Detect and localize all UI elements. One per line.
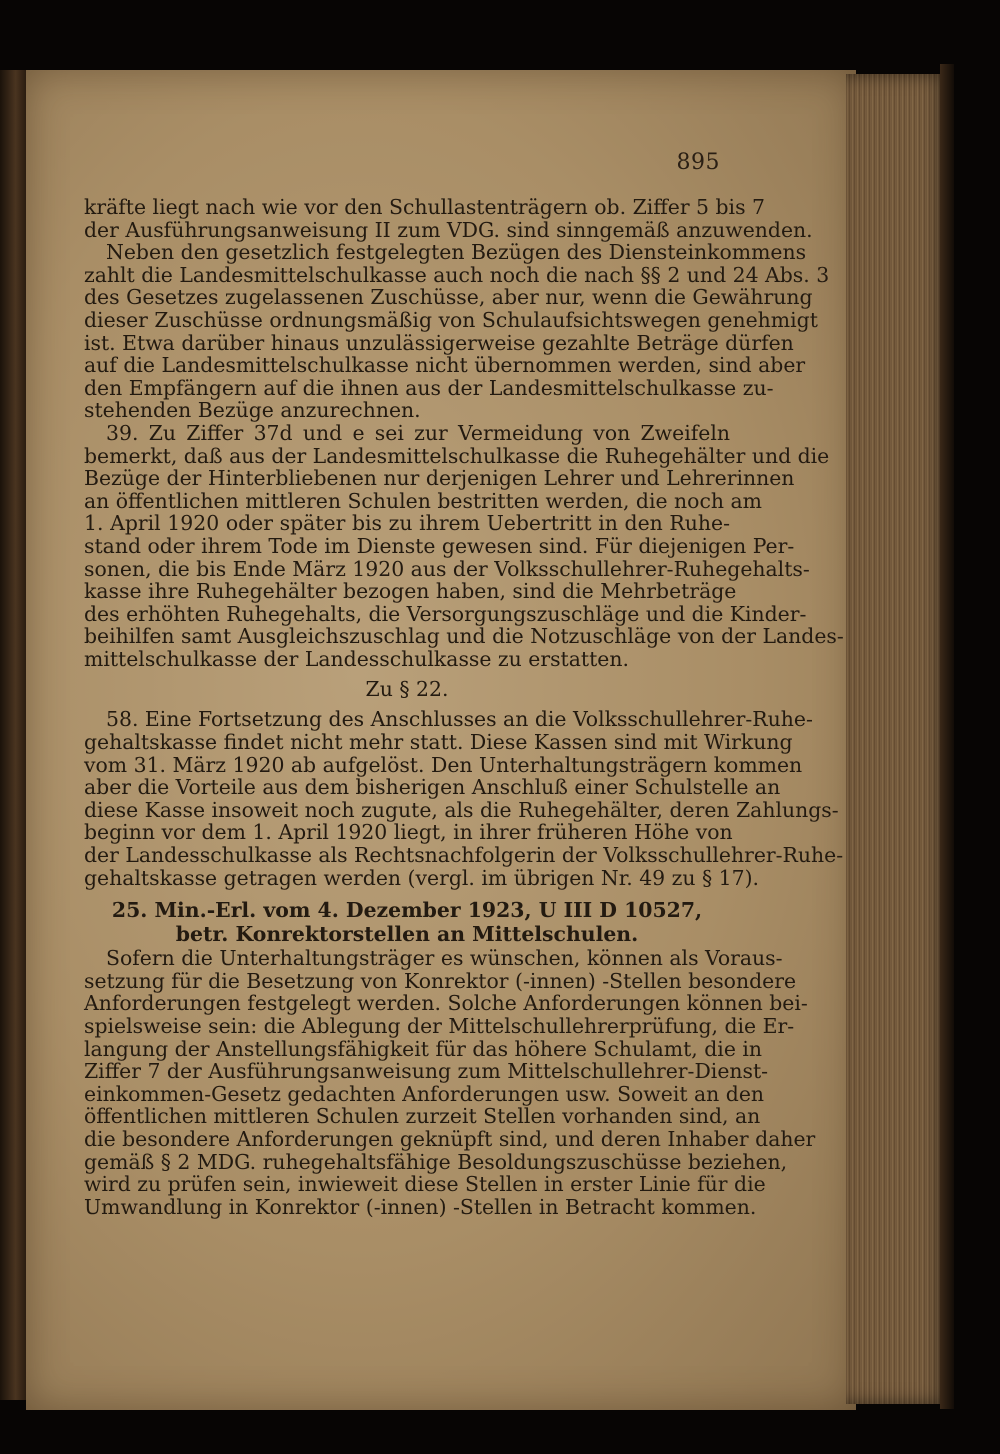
text-line: wird zu prüfen sein, inwieweit diese Stellen in erster Linie für die: [84, 1172, 766, 1197]
text-line: Ziffer 7 der Ausführungsanweisung zum Mittelschullehrer-Dienst-: [84, 1059, 769, 1084]
paragraph-39: [84, 420, 844, 671]
text-line: setzung für die Besetzung von Konrektor (-innen) -Stellen besondere: [84, 968, 797, 993]
text-line: der Landesschulkasse als Rechtsnachfolgerin der Volksschullehrer-Ruhe-: [84, 843, 844, 868]
text-line: Anforderungen festgelegt werden. Solche Anforderungen können bei-: [84, 991, 808, 1016]
text-line: beginn vor dem 1. April 1920 liegt, in ihrer früheren Höhe von: [84, 820, 733, 845]
text-line: die besondere Anforderungen geknüpft sind, und deren Inhaber daher: [84, 1126, 816, 1151]
text-line: Sofern die Unterhaltungsträger es wünschen, können als Voraus-: [106, 946, 783, 971]
text-line: bemerkt, daß aus der Landesmittelschulkasse die Ruhegehälter und die: [84, 443, 830, 468]
text-line: zahlt die Landesmittelschulkasse auch noch die nach §§ 2 und 24 Abs. 3: [84, 262, 830, 287]
text-line: diese Kasse insoweit noch zugute, als die Ruhegehälter, deren Zahlungs-: [84, 797, 839, 822]
text-line: gehaltskasse getragen werden (vergl. im übrigen Nr. 49 zu § 17).: [84, 865, 760, 890]
text-line: 39. Zu Ziffer 37d und e sei zur Vermeidung von Zweifeln: [106, 420, 730, 445]
text-line: Neben den gesetzlich festgelegten Bezügen des Diensteinkommens: [106, 240, 807, 265]
text-line: 58. Eine Fortsetzung des Anschlusses an die Volksschullehrer-Ruhe-: [106, 707, 813, 732]
text-line: ist. Etwa darüber hinaus unzulässigerweise gezahlte Beträge dürfen: [84, 330, 794, 355]
text-line: dieser Zuschüsse ordnungsmäßig von Schulaufsichtswegen genehmigt: [84, 307, 818, 332]
text-line: stand oder ihrem Tode im Dienste gewesen sind. Für diejenigen Per-: [84, 533, 795, 558]
text-line: vom 31. März 1920 ab aufgelöst. Den Unterhaltungsträgern kommen: [84, 752, 803, 777]
page-number: 895: [676, 150, 720, 175]
text-line: kasse ihre Ruhegehälter bezogen haben, sind die Mehrbeträge: [84, 579, 737, 604]
text-line: des erhöhten Ruhegehalts, die Versorgungszuschläge und die Kinder-: [84, 601, 807, 626]
text-line: einkommen-Gesetz gedachten Anforderungen usw. Soweit an den: [84, 1081, 765, 1106]
decree-subtitle: betr. Konrektorstellen an Mittelschulen.: [175, 922, 639, 947]
paragraph-decree-body: [84, 946, 816, 1219]
text-line: den Empfängern auf die ihnen aus der Landesmittelschulkasse zu-: [84, 375, 774, 400]
text-line: des Gesetzes zugelassenen Zuschüsse, aber nur, wenn die Gewährung: [84, 285, 813, 310]
text-line: aber die Vorteile aus dem bisherigen Anschluß einer Schulstelle an: [84, 775, 781, 800]
text-line: stehenden Bezüge anzurechnen.: [84, 398, 421, 423]
paragraph-1: [84, 195, 813, 242]
text-line: Umwandlung in Konrektor (-innen) -Stellen in Betracht kommen.: [84, 1194, 757, 1219]
section-heading: Zu § 22.: [365, 677, 449, 702]
text-line: öffentlichen mittleren Schulen zurzeit Stellen vorhanden sind, an: [84, 1104, 761, 1129]
text-line: sonen, die bis Ende März 1920 aus der Volksschullehrer-Ruhegehalts-: [84, 556, 810, 581]
text-line: auf die Landesmittelschulkasse nicht übernommen werden, sind aber: [84, 353, 806, 378]
page-edges: [846, 74, 950, 1404]
text-line: 1. April 1920 oder später bis zu ihrem Uebertritt in den Ruhe-: [84, 511, 730, 536]
left-page-edge: [0, 70, 26, 1400]
text-line: langung der Anstellungsfähigkeit für das höhere Schulamt, die in: [84, 1036, 763, 1061]
text-line: kräfte liegt nach wie vor den Schullastenträgern ob. Ziffer 5 bis 7: [84, 195, 765, 219]
text-line: beihilfen samt Ausgleichszuschlag und die Notzuschläge von der Landes-: [84, 624, 844, 649]
text-line: der Ausführungsanweisung II zum VDG. sind sinngemäß anzuwenden.: [84, 217, 813, 242]
text-line: spielsweise sein: die Ablegung der Mittelschullehrerprüfung, die Er-: [84, 1014, 795, 1038]
text-line: mittelschulkasse der Landesschulkasse zu erstatten.: [84, 646, 629, 671]
text-line: Bezüge der Hinterbliebenen nur derjenigen Lehrer und Lehrerinnen: [84, 466, 795, 491]
text-line: gehaltskasse findet nicht mehr statt. Diese Kassen sind mit Wirkung: [84, 730, 793, 755]
text-line: an öffentlichen mittleren Schulen bestritten werden, die noch am: [84, 488, 762, 513]
page-text: [84, 195, 844, 1219]
text-line: gemäß § 2 MDG. ruhegehaltsfähige Besoldungszuschüsse beziehen,: [84, 1149, 788, 1174]
paragraph-2: [84, 240, 830, 423]
book-spine-shadow: [940, 64, 954, 1409]
paragraph-58: [84, 707, 844, 890]
decree-title: 25. Min.-Erl. vom 4. Dezember 1923, U III D 10527,: [111, 898, 703, 923]
